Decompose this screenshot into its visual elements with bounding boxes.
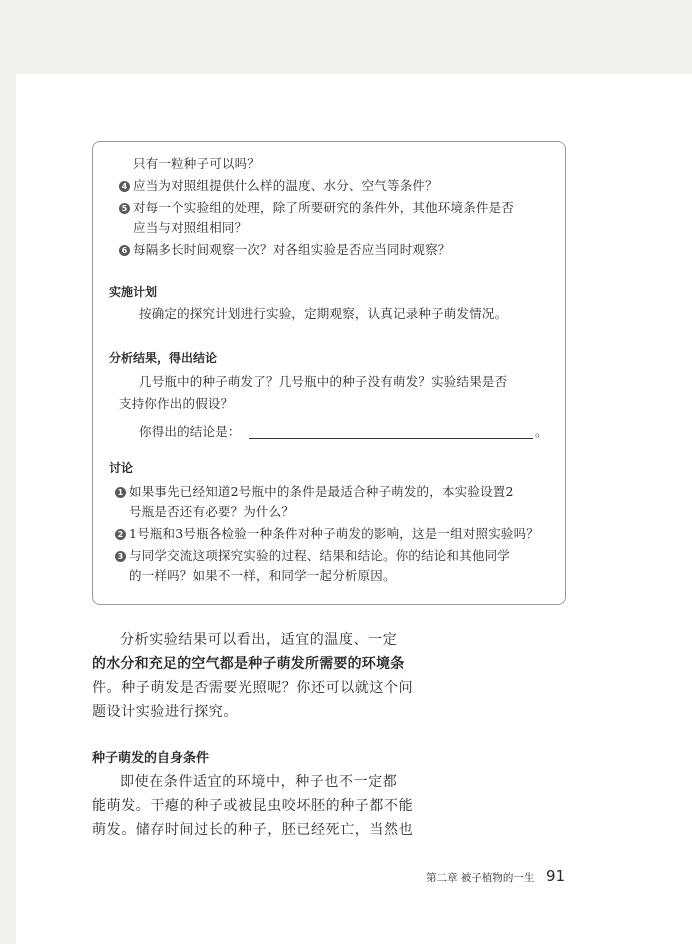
box-item-4-text: 应当为对照组提供什么样的温度、水分、空气等条件？ <box>133 178 438 193</box>
box-item-5-cont: 应当与对照组相同？ <box>133 220 248 235</box>
section-heading: 种子萌发的自身条件 <box>92 751 210 766</box>
analysis-line-2: 支持你作出的假设？ <box>119 396 234 411</box>
paragraph-1-line-3: 件。种子萌发是否需要光照呢？你还可以就这个问 <box>92 680 414 696</box>
number-6-icon: 6 <box>119 245 130 256</box>
conclusion-end: 。 <box>535 424 548 439</box>
box-item-4 <box>119 178 438 194</box>
discussion-item-1-cont: 号瓶是否还有必要？为什么？ <box>129 504 295 519</box>
discussion-item-1 <box>115 484 514 500</box>
box-item-6 <box>119 242 451 258</box>
inquiry-box <box>92 141 566 605</box>
box-item-5-text: 对每一个实验组的处理，除了所要研究的条件外，其他环境条件是否 <box>133 200 515 215</box>
paragraph-1-line-2: 的水分和充足的空气都是种子萌发所需要的环境条 <box>92 656 405 672</box>
number-1-icon: 1 <box>115 487 126 498</box>
discussion-heading: 讨论 <box>109 461 134 475</box>
page-number: 91 <box>546 867 566 885</box>
textbook-page <box>16 74 692 944</box>
plan-text: 按确定的探究计划进行实验，定期观察，认真记录种子萌发情况。 <box>139 306 508 321</box>
conclusion-blank-line <box>249 438 533 439</box>
analysis-heading: 分析结果，得出结论 <box>109 351 218 365</box>
box-line-1: 只有一粒种子可以吗？ <box>133 156 261 171</box>
box-item-5 <box>119 200 514 216</box>
discussion-item-1-text: 如果事先已经知道2号瓶中的条件是最适合种子萌发的，本实验设置2 <box>129 484 514 499</box>
paragraph-2-line-2: 能萌发。干瘪的种子或被昆虫咬坏胚的种子都不能 <box>92 798 414 814</box>
discussion-item-3-text: 与同学交流这项探究实验的过程、结果和结论。你的结论和其他同学 <box>129 548 511 563</box>
plan-heading: 实施计划 <box>109 285 158 299</box>
discussion-item-3 <box>115 548 510 564</box>
paragraph-1-line-4: 题设计实验进行探究。 <box>92 704 238 720</box>
box-item-6-text: 每隔多长时间观察一次？对各组实验是否应当同时观察？ <box>133 242 451 257</box>
number-4-icon: 4 <box>119 181 130 192</box>
discussion-item-3-cont: 的一样吗？如果不一样，和同学一起分析原因。 <box>129 568 396 583</box>
chapter-footer: 第二章 被子植物的一生 <box>426 872 535 884</box>
discussion-item-2-text: 1号瓶和3号瓶各检验一种条件对种子萌发的影响，这是一组对照实验吗？ <box>129 526 540 541</box>
analysis-line-1: 几号瓶中的种子萌发了？几号瓶中的种子没有萌发？实验结果是否 <box>139 374 508 389</box>
number-5-icon: 5 <box>119 203 130 214</box>
number-3-icon: 3 <box>115 551 126 562</box>
paragraph-1-line-1-text: 分析实验结果可以看出，适宜的温度、一定 <box>120 632 398 648</box>
number-2-icon: 2 <box>115 529 126 540</box>
paragraph-1-line-1 <box>120 630 397 650</box>
paragraph-2-line-1: 即使在条件适宜的环境中，种子也不一定都 <box>120 774 398 790</box>
paragraph-2-line-3: 萌发。储存时间过长的种子，胚已经死亡，当然也 <box>92 822 414 838</box>
discussion-item-2 <box>115 526 539 542</box>
conclusion-label: 你得出的结论是： <box>139 424 241 439</box>
